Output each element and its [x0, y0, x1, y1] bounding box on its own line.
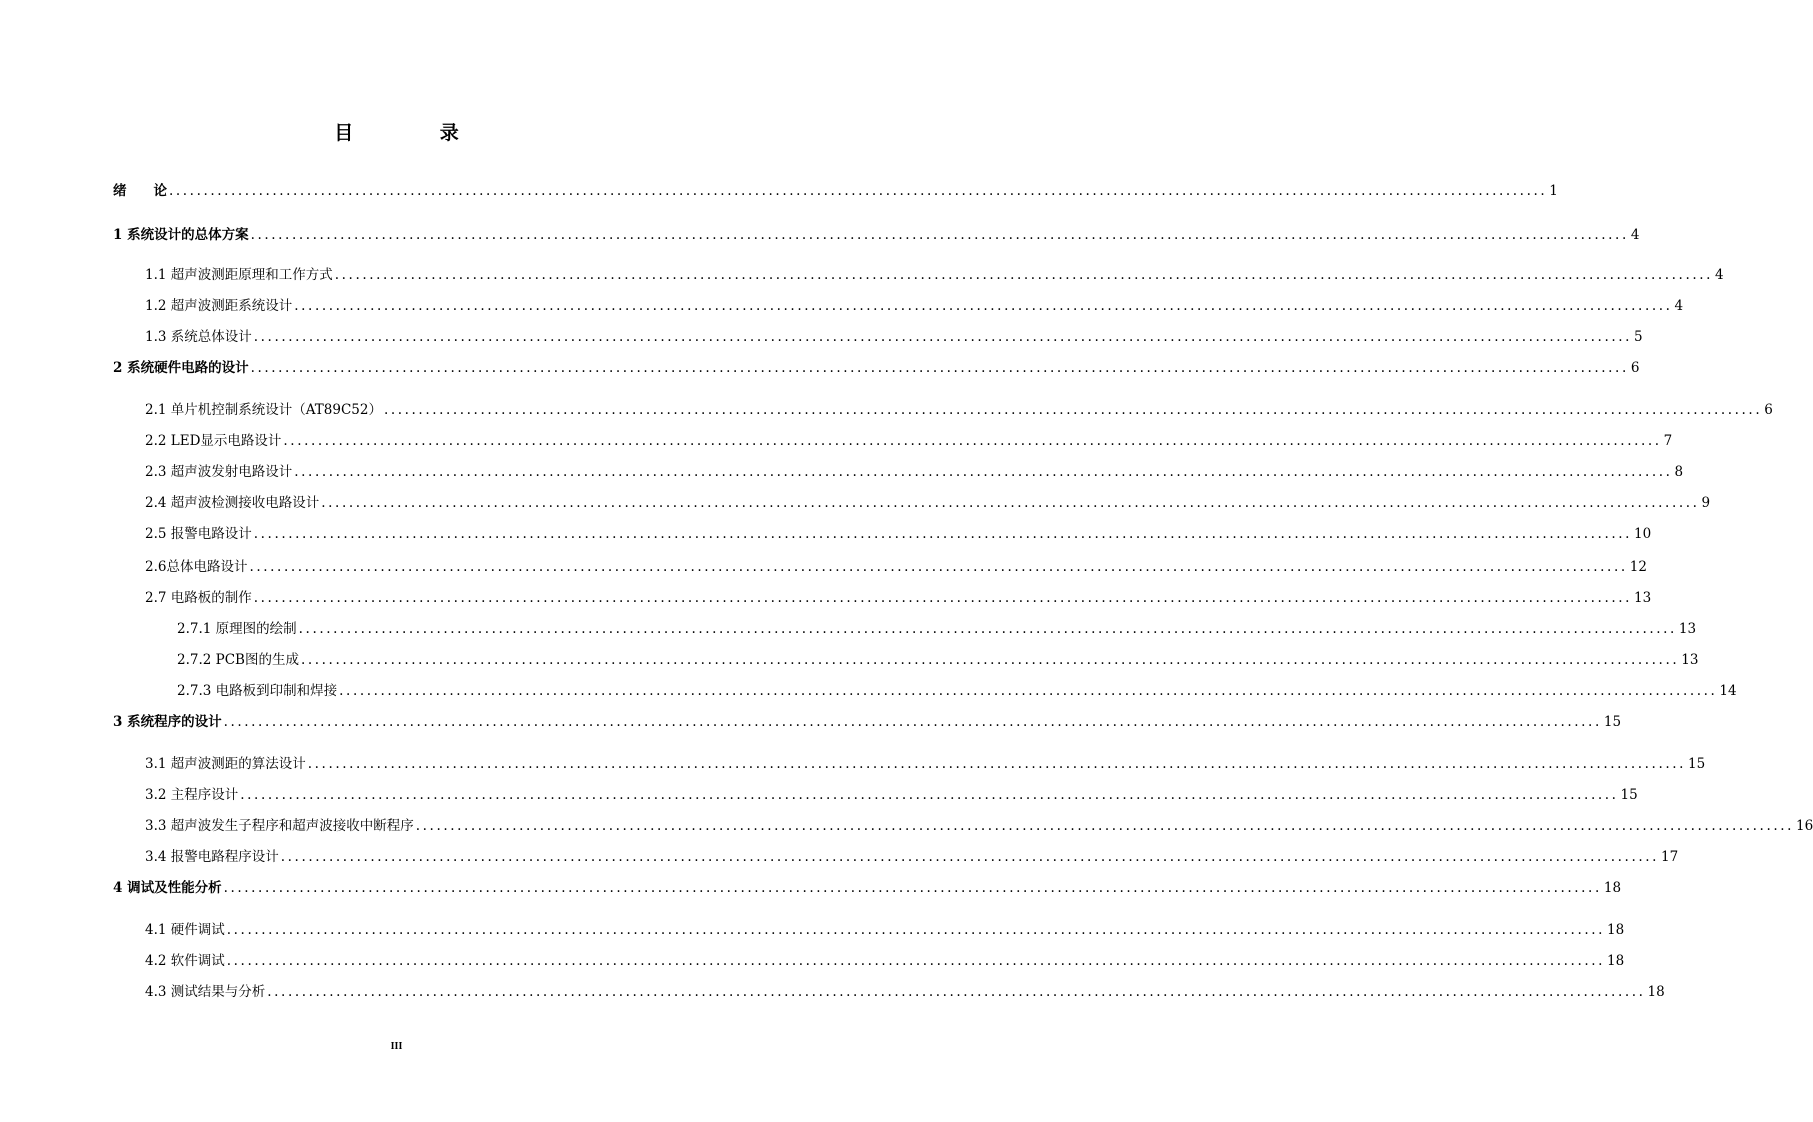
toc-entry[interactable] [113, 180, 1558, 202]
toc-leader-dots: ........................................................................................................................................................................................................ [223, 880, 1602, 896]
toc-entry-label: 4.2 软件调试 [145, 953, 225, 969]
toc-entry-page: 4 [1630, 227, 1640, 243]
toc-entry-page: 5 [1634, 329, 1643, 345]
toc-entry-page: 1 [1549, 183, 1558, 199]
toc-leader-dots: ........................................................................................................................................................................................................ [334, 267, 1714, 283]
toc-entry-page: 18 [1607, 953, 1625, 969]
toc-entry-label: 3.4 报警电路程序设计 [145, 849, 279, 865]
toc-entry-page: 6 [1764, 402, 1773, 418]
toc-entry[interactable] [145, 753, 1706, 775]
toc-entry-page: 15 [1688, 756, 1706, 772]
toc-leader-dots: ........................................................................................................................................................................................................ [253, 526, 1633, 542]
toc-leader-dots: ........................................................................................................................................................................................................ [169, 183, 1548, 199]
toc-leader-dots: ........................................................................................................................................................................................................ [226, 922, 1606, 938]
toc-entry[interactable] [113, 711, 1622, 733]
toc-entry-page: 13 [1678, 621, 1697, 637]
toc-entry-label: 1.2 超声波测距系统设计 [145, 298, 293, 314]
toc-leader-dots: ........................................................................................................................................................................................................ [253, 590, 1633, 606]
toc-entry[interactable] [177, 680, 1737, 702]
toc-leader-dots: ........................................................................................................................................................................................................ [339, 683, 1718, 699]
toc-entry-label: 1 系统设计的总体方案 [113, 227, 249, 243]
toc-entry[interactable] [145, 784, 1638, 806]
toc-entry-page: 13 [1634, 590, 1652, 606]
toc-entry[interactable] [145, 430, 1673, 452]
toc-leader-dots: ........................................................................................................................................................................................................ [280, 849, 1660, 865]
toc-entry-page: 9 [1701, 495, 1711, 511]
toc-entry[interactable] [145, 295, 1684, 317]
toc-entry-page: 17 [1661, 849, 1679, 865]
toc-entry-page: 18 [1603, 880, 1622, 896]
toc-entry-page: 18 [1607, 922, 1625, 938]
toc-entry-label: 4.3 测试结果与分析 [145, 984, 266, 1000]
toc-leader-dots: ........................................................................................................................................................................................................ [298, 621, 1677, 637]
toc-entry[interactable] [113, 357, 1640, 379]
toc-entry-label: 绪 论 [113, 183, 167, 199]
toc-leader-dots: ........................................................................................................................................................................................................ [415, 818, 1795, 834]
toc-entry-label: 4.1 硬件调试 [145, 922, 225, 938]
toc-entry-label: 2.4 超声波检测接收电路设计 [145, 495, 320, 511]
toc-entry[interactable] [177, 649, 1699, 671]
toc-entry-page: 6 [1630, 360, 1640, 376]
toc-entry-page: 7 [1663, 433, 1673, 449]
toc-entry-page: 10 [1634, 526, 1652, 542]
toc-entry-page: 4 [1715, 267, 1724, 283]
toc-entry[interactable] [145, 815, 1813, 837]
toc-entry-page: 4 [1674, 298, 1684, 314]
toc-entry-label: 3 系统程序的设计 [113, 714, 222, 730]
toc-entry[interactable] [145, 587, 1652, 609]
toc-entry-label: 4 调试及性能分析 [113, 880, 222, 896]
toc-entry[interactable] [145, 326, 1643, 348]
toc-entry[interactable] [145, 919, 1625, 941]
toc-entry[interactable] [177, 618, 1697, 640]
toc-entry-label: 2.6总体电路设计 [145, 559, 248, 575]
toc-entry-label: 1.1 超声波测距原理和工作方式 [145, 267, 333, 283]
toc-entry-label: 3.2 主程序设计 [145, 787, 239, 803]
toc-entry-label: 2.2 LED显示电路设计 [145, 433, 282, 449]
toc-entry[interactable] [145, 264, 1724, 286]
toc-leader-dots: ........................................................................................................................................................................................................ [307, 756, 1687, 772]
page-title: 目 录 [334, 122, 499, 144]
toc-entry[interactable] [145, 556, 1647, 578]
toc-entry-label: 3.3 超声波发生子程序和超声波接收中断程序 [145, 818, 414, 834]
toc-entry-label: 2.7.3 电路板到印制和焊接 [177, 683, 338, 699]
toc-leader-dots: ........................................................................................................................................................................................................ [300, 652, 1680, 668]
toc-entry-page: 15 [1620, 787, 1638, 803]
toc-entry-label: 1.3 系统总体设计 [145, 329, 252, 345]
toc-leader-dots: ........................................................................................................................................................................................................ [294, 298, 1673, 314]
toc-leader-dots: ........................................................................................................................................................................................................ [250, 360, 1629, 376]
toc-entry-label: 2.7.2 PCB图的生成 [177, 652, 299, 668]
toc-entry-label: 2.1 单片机控制系统设计（AT89C52） [145, 402, 382, 418]
toc-entry[interactable] [145, 846, 1679, 868]
toc-entry-page: 12 [1629, 559, 1647, 575]
toc-leader-dots: ........................................................................................................................................................................................................ [240, 787, 1619, 803]
toc-entry[interactable] [145, 523, 1652, 545]
toc-entry-label: 2.7.1 原理图的绘制 [177, 621, 297, 637]
toc-leader-dots: ........................................................................................................................................................................................................ [383, 402, 1763, 418]
toc-entry[interactable] [145, 981, 1665, 1003]
toc-leader-dots: ........................................................................................................................................................................................................ [226, 953, 1606, 969]
toc-leader-dots: ........................................................................................................................................................................................................ [223, 714, 1602, 730]
toc-entry-page: 18 [1647, 984, 1665, 1000]
toc-leader-dots: ........................................................................................................................................................................................................ [249, 559, 1628, 575]
toc-leader-dots: ........................................................................................................................................................................................................ [267, 984, 1646, 1000]
toc-entry-label: 2.5 报警电路设计 [145, 526, 252, 542]
toc-leader-dots: ........................................................................................................................................................................................................ [283, 433, 1662, 449]
toc-entry[interactable] [145, 492, 1711, 514]
toc-entry-page: 16 [1796, 818, 1813, 834]
toc-entry-page: 13 [1681, 652, 1699, 668]
toc-leader-dots: ........................................................................................................................................................................................................ [250, 227, 1629, 243]
toc-entry-page: 15 [1603, 714, 1622, 730]
toc-entry-label: 2.7 电路板的制作 [145, 590, 252, 606]
toc-entry[interactable] [113, 224, 1640, 246]
toc-entry-label: 3.1 超声波测距的算法设计 [145, 756, 306, 772]
toc-entry[interactable] [145, 950, 1625, 972]
toc-entry-page: 8 [1674, 464, 1684, 480]
toc-leader-dots: ........................................................................................................................................................................................................ [253, 329, 1633, 345]
toc-leader-dots: ........................................................................................................................................................................................................ [321, 495, 1700, 511]
page-number: III [390, 1041, 403, 1052]
toc-entry[interactable] [145, 461, 1684, 483]
toc-entry[interactable] [145, 399, 1773, 421]
toc-leader-dots: ........................................................................................................................................................................................................ [294, 464, 1673, 480]
toc-entry-label: 2 系统硬件电路的设计 [113, 360, 249, 376]
toc-entry[interactable] [113, 877, 1622, 899]
toc-entry-page: 14 [1719, 683, 1737, 699]
toc-entry-label: 2.3 超声波发射电路设计 [145, 464, 293, 480]
